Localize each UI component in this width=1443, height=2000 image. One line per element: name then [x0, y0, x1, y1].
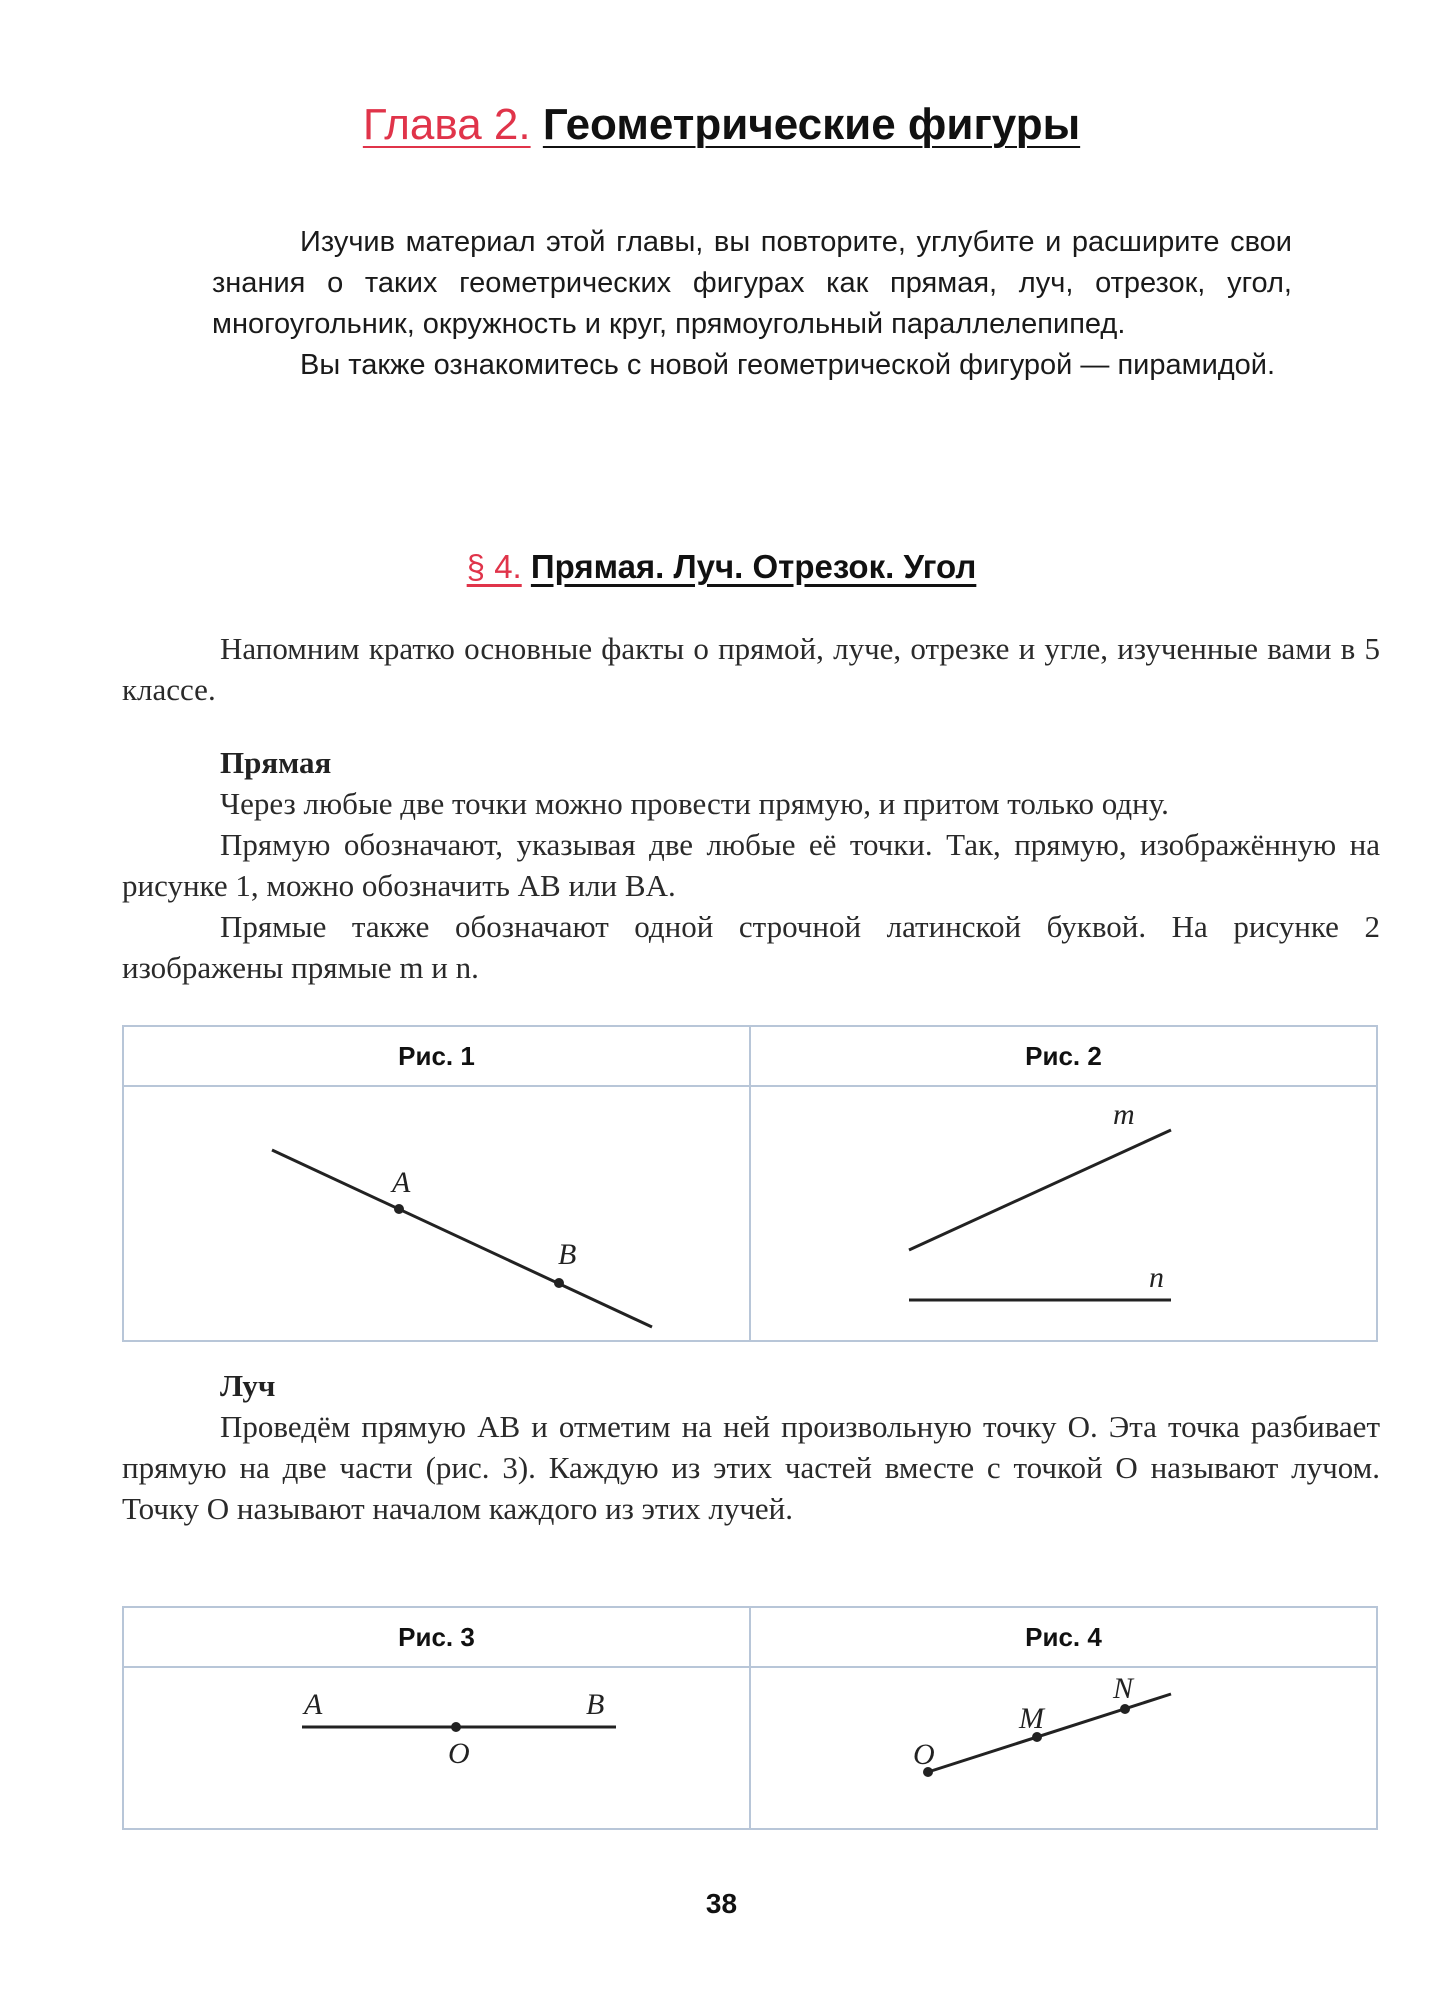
fig1-caption: Рис. 1: [124, 1027, 751, 1085]
fig2-caption: Рис. 2: [1025, 1041, 1102, 1071]
line-paragraph-2: Прямую обозначают, указывая две любые её точки. Так, прямую, изображённую на рисунке 1, можно обозначить AB или BA.: [122, 827, 1380, 903]
intro-paragraph-1: Изучив материал этой главы, вы повторите, углубите и расширите свои знания о таких геометрических фигурах как прямая, луч, отрезок, угол, многоугольник, окружность и круг, прямоугольный параллелепипед.: [212, 226, 1292, 340]
fig1-panel: [124, 1087, 751, 1342]
chapter-intro: [212, 222, 1292, 386]
line-paragraph-3: Прямые также обозначают одной строчной латинской буквой. На рисунке 2 изображены прямые m и n.: [122, 909, 1380, 985]
section-name: Прямая. Луч. Отрезок. Угол: [530, 548, 977, 585]
line-section: [122, 742, 1380, 988]
fig4-caption: Рис. 4: [1025, 1622, 1102, 1652]
fig1-point-b: [554, 1278, 564, 1288]
line-paragraph-1: Через любые две точки можно провести прямую, и притом только одну.: [220, 786, 1169, 821]
fig4-label-m: M: [1019, 1702, 1044, 1735]
fig4-ray-on: [928, 1694, 1171, 1772]
ray-paragraph-1: Проведём прямую AB и отметим на ней произвольную точку O. Эта точка разбивает прямую на две части (рис. 3). Каждую из этих частей вместе с точкой O называют лучом. Точку O называют началом каждого из этих лучей.: [122, 1409, 1380, 1526]
fig3-label-o: O: [448, 1737, 470, 1770]
fig1-label-b: B: [558, 1238, 577, 1271]
fig3-caption: Рис. 3: [124, 1608, 751, 1666]
page-number: 38: [705, 1888, 738, 1919]
figures-1-2: [122, 1025, 1378, 1342]
chapter-name: Геометрические фигуры: [542, 100, 1081, 149]
recap-paragraph: Напомним кратко основные факты о прямой, луче, отрезке и угле, изученные вами в 5 классе.: [122, 631, 1380, 707]
fig3-point-o: [451, 1722, 461, 1732]
fig2-line-m: [909, 1130, 1171, 1250]
section-number: § 4.: [466, 548, 522, 585]
fig4-label-n: N: [1113, 1672, 1134, 1705]
chapter-number: Глава 2.: [362, 100, 531, 149]
fig1-label-a: A: [392, 1166, 411, 1199]
fig1-point-a: [394, 1204, 404, 1214]
intro-paragraph-2: Вы также ознакомитесь с новой геометрической фигурой — пирамидой.: [300, 349, 1276, 381]
fig4-point-n: [1120, 1704, 1130, 1714]
line-heading: Прямая: [220, 745, 332, 780]
section-title: [0, 548, 1443, 586]
recap-text: [122, 628, 1380, 710]
figures-3-4: [122, 1606, 1378, 1830]
fig2-label-n: n: [1149, 1261, 1164, 1294]
fig4-label-o: O: [913, 1738, 935, 1771]
fig1-line-ab: [272, 1150, 652, 1327]
chapter-title: [0, 100, 1443, 150]
fig4-panel: [751, 1668, 1376, 1830]
ray-heading: Луч: [220, 1368, 276, 1403]
fig3-panel: [124, 1668, 751, 1830]
ray-section: [122, 1365, 1380, 1529]
fig2-panel: [751, 1087, 1376, 1342]
fig3-label-a: A: [304, 1688, 323, 1721]
fig3-drawing: [124, 1668, 750, 1830]
fig4-drawing: [751, 1668, 1377, 1830]
fig1-drawing: [124, 1087, 750, 1342]
fig2-label-m: m: [1113, 1098, 1135, 1131]
fig3-label-b: B: [586, 1688, 605, 1721]
fig2-drawing: [751, 1087, 1377, 1342]
